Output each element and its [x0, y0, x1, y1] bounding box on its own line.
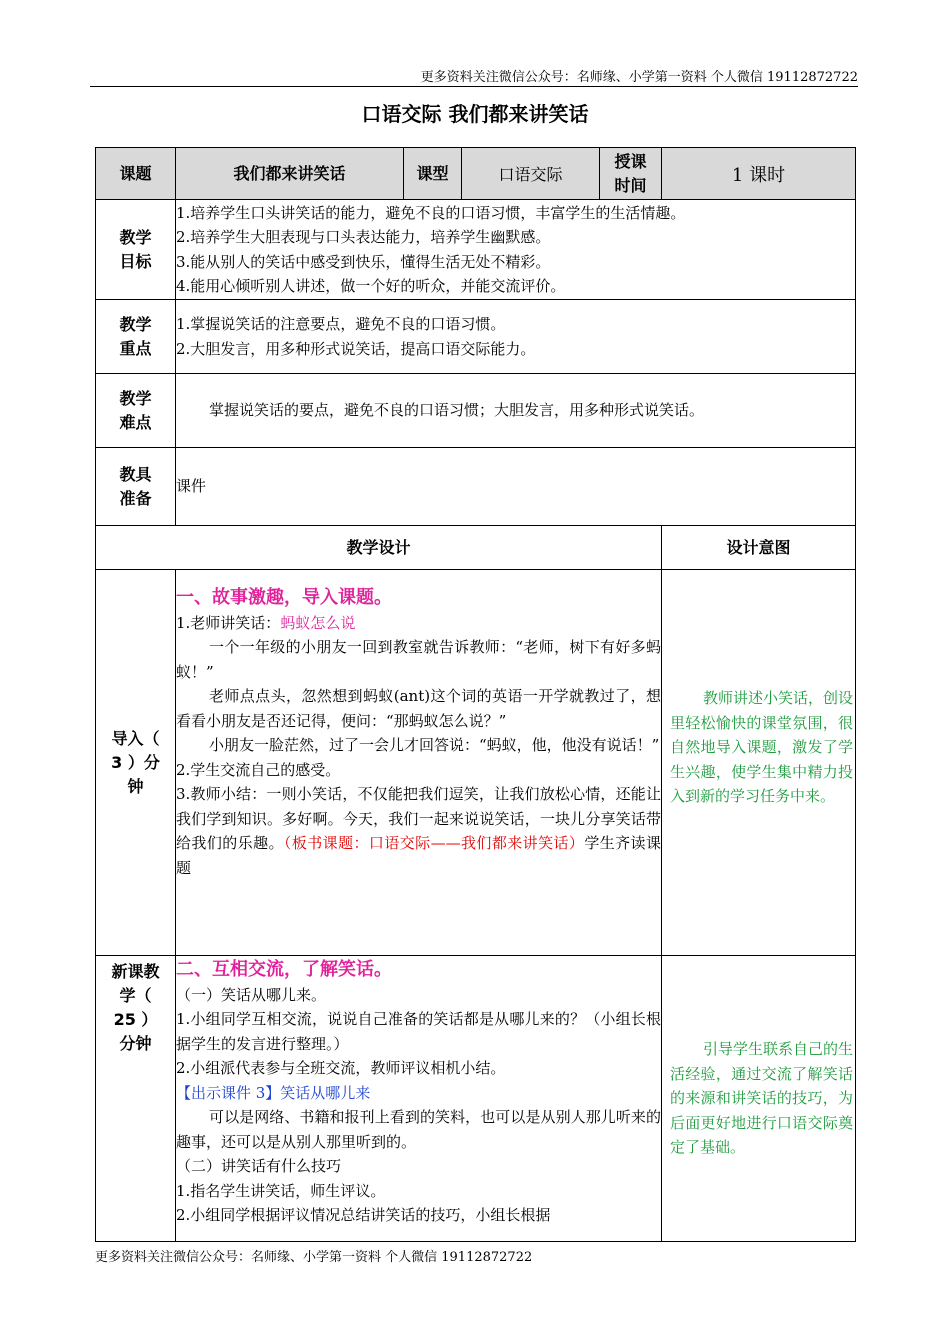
stage2-line: 1.小组同学互相交流，说说自己准备的笑话都是从哪儿来的？（小组长根据学生的发言进行整理。） [176, 1010, 661, 1053]
design-header-row [96, 526, 856, 570]
page-title: 口语交际 我们都来讲笑话 [361, 102, 589, 126]
topic-label: 课题 [96, 148, 176, 200]
stage1-heading: 一、故事激趣，导入课题。 [176, 587, 392, 608]
stage2-content [176, 956, 662, 1242]
stage1-content [176, 570, 662, 956]
intent-header: 设计意图 [662, 526, 856, 570]
keypoints-label: 教学重点 [96, 300, 176, 374]
hours-value: 1 课时 [662, 148, 856, 200]
goals-label: 教学目标 [96, 200, 176, 300]
stage2-line: 2.小组同学根据评议情况总结讲笑话的技巧，小组长根据 [176, 1206, 551, 1224]
design-header: 教学设计 [96, 526, 662, 570]
type-label: 课型 [404, 148, 462, 200]
difficulties-label: 教学难点 [96, 374, 176, 448]
goal-item: 3.能从别人的笑话中感受到快乐，懂得生活无处不精彩。 [176, 252, 551, 271]
teacher-summary: 3.教师小结：一则小笑话，不仅能把我们逗笑，让我们放松心情，还能让我们学到知识。多好啊。今天，我们一起来说说笑话，一块儿分享笑话带给我们的乐趣。 [176, 785, 661, 852]
stage1-intent: 教师讲述小笑话，创设里轻松愉快的课堂氛围，很自然地导入课题，激发了学生兴趣，使学生集中精力投入到新的学习任务中来。 [662, 570, 856, 956]
keypoint-item: 2.大胆发言，用多种形式说笑话，提高口语交际能力。 [176, 339, 536, 358]
type-value: 口语交际 [462, 148, 600, 200]
goal-item: 1.培养学生口头讲笑话的能力，避免不良的口语习惯，丰富学生的生活情趣。 [176, 203, 686, 222]
stage1-line3 [176, 782, 661, 880]
stage1-line2: 2.学生交流自己的感受。 [176, 760, 341, 779]
keypoints-row [96, 300, 856, 374]
stage2-row [96, 956, 856, 1242]
board-note: （板书课题：口语交际——我们都来讲笑话） [283, 834, 585, 852]
goals-content [176, 200, 856, 300]
stage1-label: 导入（ 3 ）分钟 [96, 570, 176, 956]
story-paragraph: 老师点点头，忽然想到蚂蚁(ant)这个词的英语一开学就教过了，想看看小朋友是否还记得，便问：“那蚂蚁怎么说？” [176, 687, 661, 730]
page-footer: 更多资料关注微信公众号：名师缘、小学第一资料 个人微信 19112872722 [95, 1250, 533, 1265]
difficulties-row [96, 374, 856, 448]
tools-text: 课件 [176, 448, 856, 526]
story-paragraph: 小朋友一脸茫然，过了一会儿才回答说：“蚂蚁，他，他没有说话！” [209, 736, 660, 754]
info-row [96, 148, 856, 200]
goals-row [96, 200, 856, 300]
tools-label: 教具准备 [96, 448, 176, 526]
stage2-heading: 二、互相交流，了解笑话。 [176, 959, 392, 980]
topic-value: 我们都来讲笑话 [176, 148, 404, 200]
story-paragraph: 一个一年级的小朋友一回到教室就告诉教师：“老师，树下有好多蚂蚁！” [176, 638, 661, 681]
story-title: 蚂蚁怎么说 [280, 613, 356, 632]
keypoints-content [176, 300, 856, 374]
stage2-line: 1.指名学生讲笑话，师生评议。 [176, 1181, 386, 1200]
courseware-quote: 可以是网络、书籍和报刊上看到的笑料，也可以是从别人那儿听来的趣事，还可以是从别人那里听到的。 [176, 1108, 661, 1151]
goal-item: 4.能用心倾听别人讲述，做一个好的听众，并能交流评价。 [176, 277, 566, 295]
keypoint-item: 1.掌握说笑话的注意要点，避免不良的口语习惯。 [176, 315, 506, 333]
stage2-line: 2.小组派代表参与全班交流，教师评议相机小结。 [176, 1059, 506, 1077]
time-label: 授课时间 [600, 148, 662, 200]
courseware-note: 【出示课件 3】笑话从哪儿来 [176, 1083, 371, 1102]
lesson-plan-table [95, 147, 856, 1242]
page-header: 更多资料关注微信公众号：名师缘、小学第一资料 个人微信 19112872722 [90, 66, 858, 87]
difficulties-text: 掌握说笑话的要点，避免不良的口语习惯；大胆发言，用多种形式说笑话。 [176, 374, 856, 448]
stage1-line1-prefix: 1.老师讲笑话： [176, 613, 281, 632]
stage1-row [96, 570, 856, 956]
stage2-sub1: （一）笑话从哪儿来。 [176, 985, 327, 1004]
stage2-sub2: （二）讲笑话有什么技巧 [176, 1157, 342, 1175]
stage1-line1 [176, 611, 661, 636]
tools-row [96, 448, 856, 526]
stage2-intent: 引导学生联系自己的生活经验，通过交流了解笑话的来源和讲笑话的技巧，为后面更好地进行口语交际奠定了基础。 [662, 956, 856, 1242]
read-title: 学生齐读课题 [176, 834, 661, 877]
stage2-label: 新课教学（ 25 ）分钟 [96, 956, 176, 1242]
goal-item: 2.培养学生大胆表现与口头表达能力，培养学生幽默感。 [176, 228, 551, 246]
